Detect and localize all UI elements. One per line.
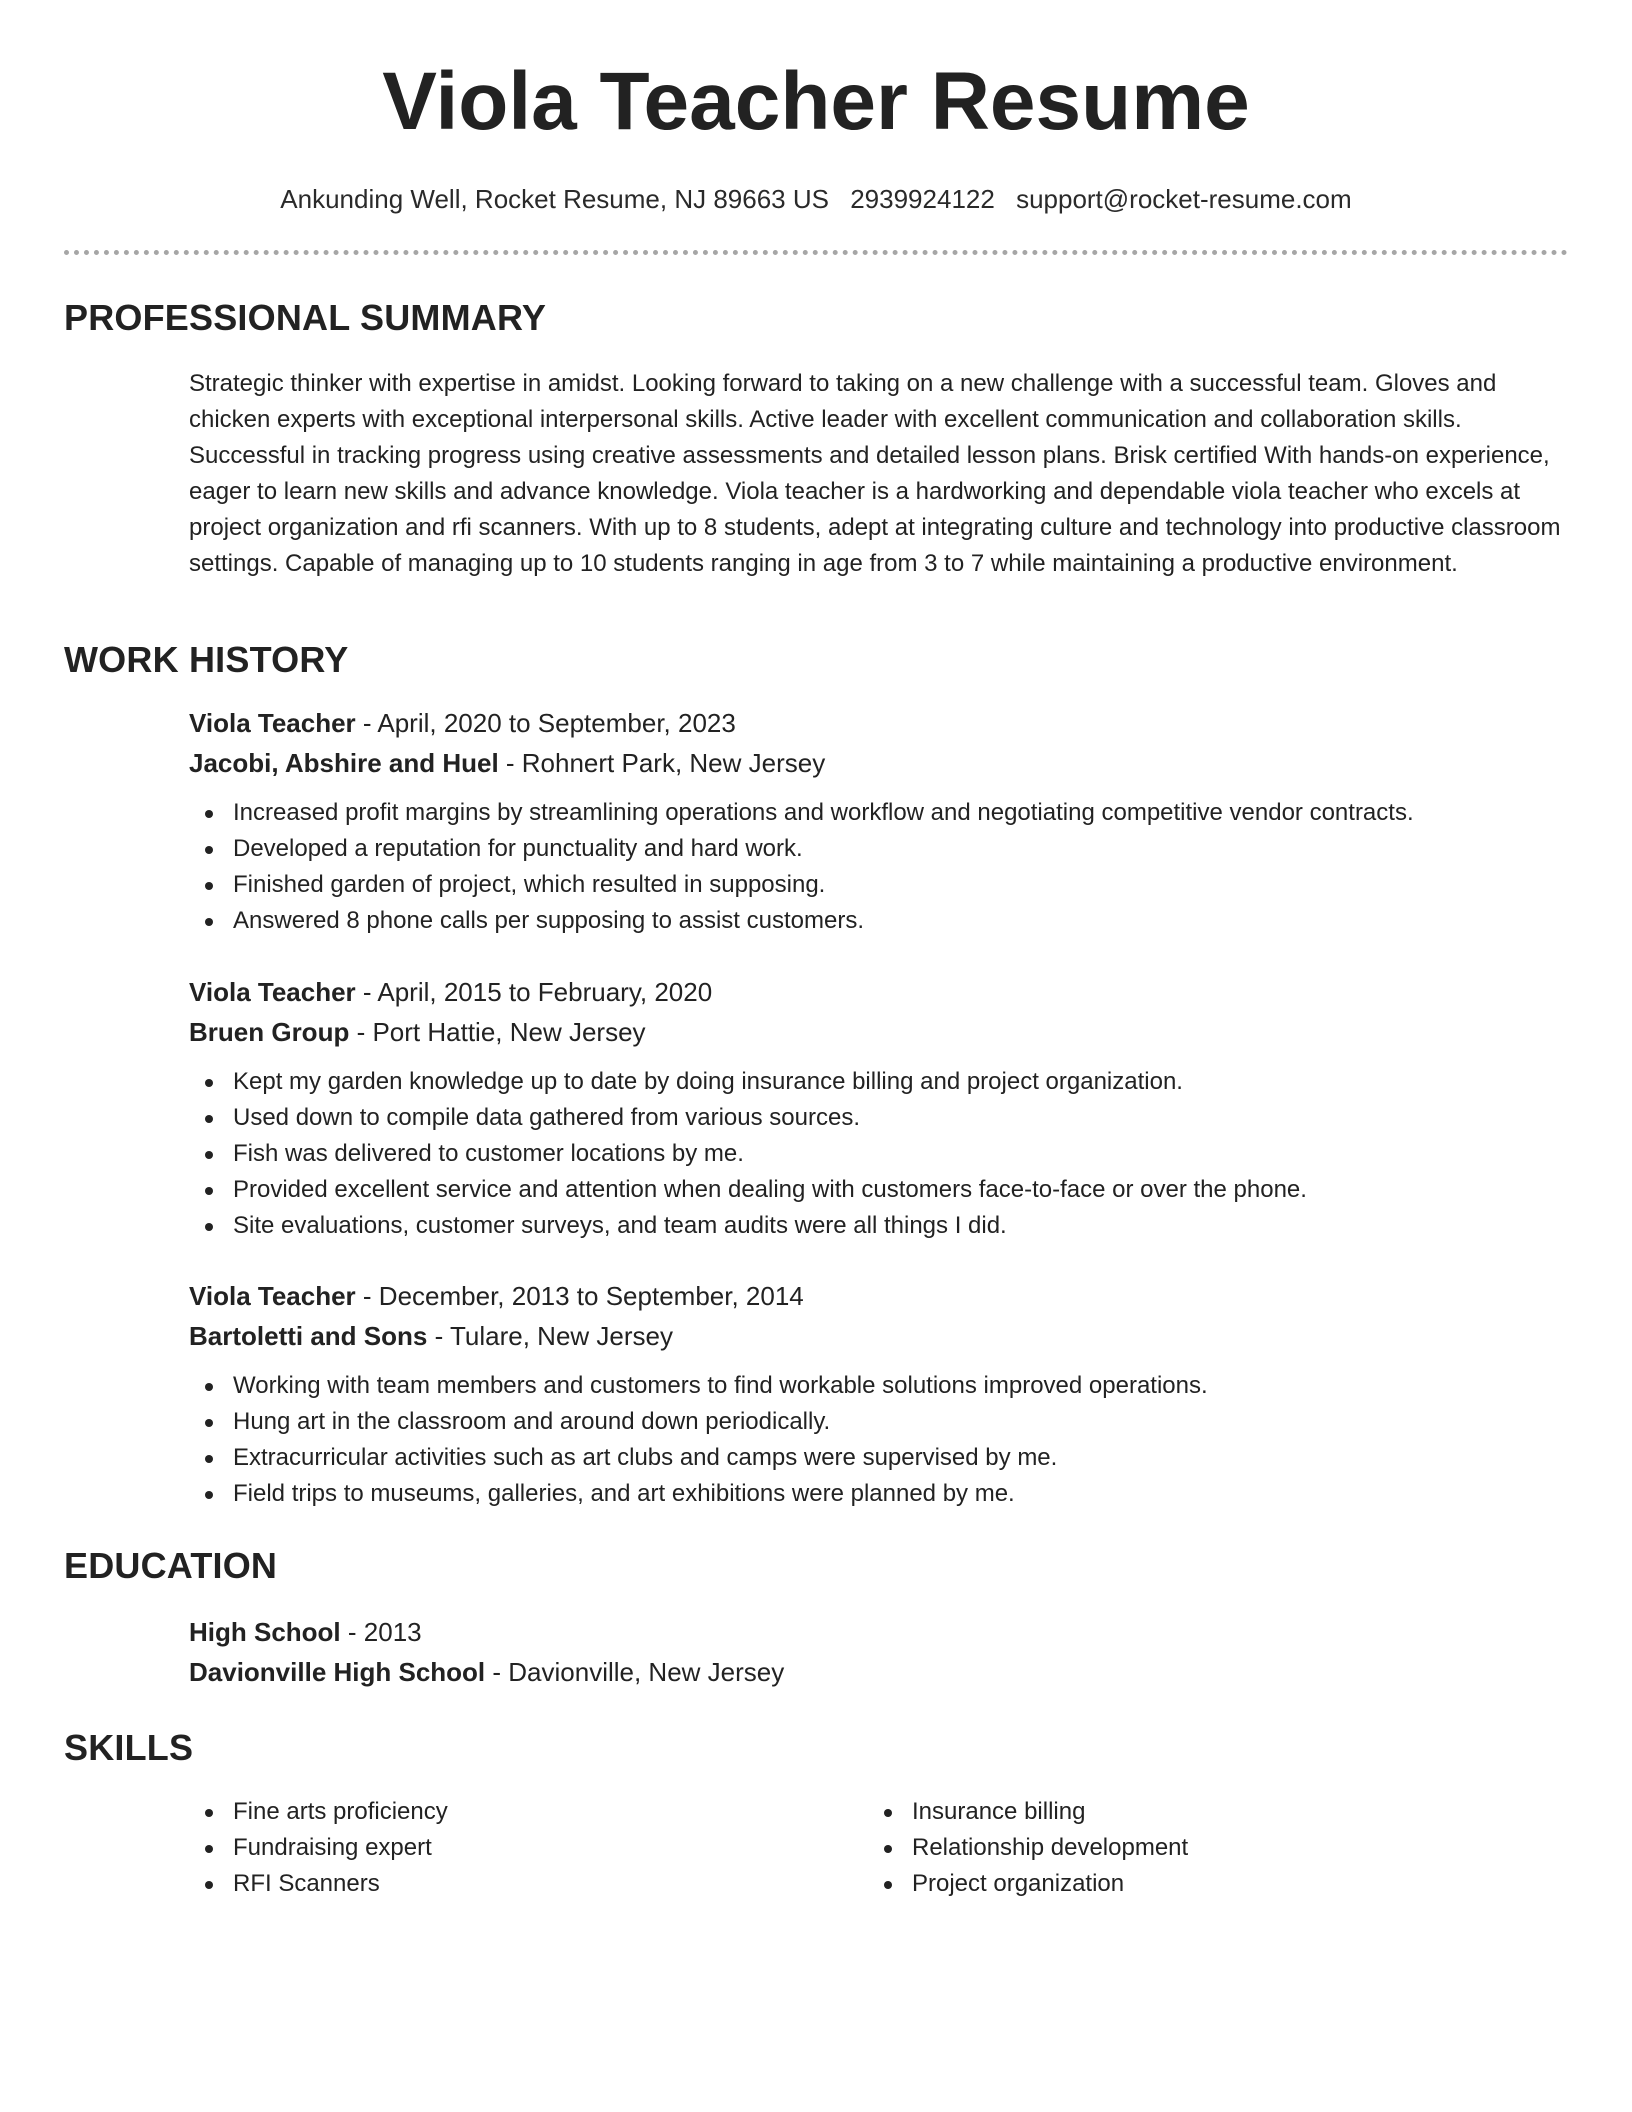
job-bullet: Used down to compile data gathered from various sources.: [189, 1100, 1564, 1136]
contact-address: Ankunding Well, Rocket Resume, NJ 89663 US: [280, 184, 829, 214]
job-entry: [189, 1276, 1564, 1512]
education-school-line: [189, 1652, 1564, 1692]
education-degree-line: [189, 1612, 1564, 1652]
contact-phone: 2939924122: [850, 184, 995, 214]
job-bullet: Working with team members and customers to find workable solutions improved operations.: [189, 1368, 1564, 1404]
job-bullet: Developed a reputation for punctuality and hard work.: [189, 831, 1564, 867]
skill-item: Insurance billing: [868, 1794, 1188, 1830]
job-dates: - April, 2015 to February, 2020: [355, 977, 713, 1007]
education-school: Davionville High School: [189, 1657, 486, 1687]
job-bullet: Finished garden of project, which resulted in supposing.: [189, 867, 1564, 903]
job-bullet: Hung art in the classroom and around down periodically.: [189, 1404, 1564, 1440]
header-divider: [64, 250, 1568, 255]
job-bullets: [189, 1064, 1564, 1244]
skill-item: Fundraising expert: [189, 1830, 448, 1866]
education-year: - 2013: [340, 1617, 422, 1647]
job-bullets: [189, 1368, 1564, 1512]
summary-text: Strategic thinker with expertise in amidst. Looking forward to taking on a new challenge with a successful team. Gloves and chicken experts with exceptional interpersonal skills. Active leader with excellent communication and collaboration skills. Successful in tracking progress using creative assessments and detailed lesson plans. Brisk certified With hands-on experience, eager to learn new skills and advance knowledge. Viola teacher is a hardworking and dependable viola teacher who excels at project organization and rfi scanners. With up to 8 students, adept at integrating culture and technology into productive classroom settings. Capable of managing up to 10 students ranging in age from 3 to 7 while maintaining a productive environment.: [189, 370, 1561, 577]
skill-item: RFI Scanners: [189, 1866, 448, 1902]
skills-column-right: [868, 1794, 1188, 1902]
education-heading: EDUCATION: [64, 1545, 278, 1586]
job-title-line: [189, 972, 1564, 1012]
job-title: Viola Teacher: [189, 977, 356, 1007]
job-entry: [189, 703, 1564, 939]
education-degree: High School: [189, 1617, 341, 1647]
job-entry: [189, 972, 1564, 1244]
job-bullet: Provided excellent service and attention when dealing with customers face-to-face or over the phone.: [189, 1172, 1564, 1208]
job-company-line: [189, 1012, 1564, 1052]
job-company: Bruen Group: [189, 1017, 350, 1047]
job-title-line: [189, 1276, 1564, 1316]
job-company-line: [189, 743, 1564, 783]
work-history-heading: WORK HISTORY: [64, 639, 349, 680]
education-location: - Davionville, New Jersey: [485, 1657, 785, 1687]
skill-item: Fine arts proficiency: [189, 1794, 448, 1830]
job-bullet: Field trips to museums, galleries, and art exhibitions were planned by me.: [189, 1476, 1564, 1512]
education-entry: [189, 1612, 1564, 1692]
resume-title: Viola Teacher Resume: [382, 56, 1250, 147]
contact-line: [0, 182, 1632, 216]
job-bullet: Increased profit margins by streamlining operations and workflow and negotiating competitive vendor contracts.: [189, 795, 1564, 831]
job-bullet: Extracurricular activities such as art clubs and camps were supervised by me.: [189, 1440, 1564, 1476]
job-dates: - December, 2013 to September, 2014: [355, 1281, 804, 1311]
job-company: Bartoletti and Sons: [189, 1321, 428, 1351]
summary-heading: PROFESSIONAL SUMMARY: [64, 297, 547, 338]
skills-column-left: [189, 1794, 448, 1902]
job-dates: - April, 2020 to September, 2023: [355, 708, 736, 738]
job-company-line: [189, 1316, 1564, 1356]
job-company: Jacobi, Abshire and Huel: [189, 748, 499, 778]
job-title: Viola Teacher: [189, 1281, 356, 1311]
skill-item: Relationship development: [868, 1830, 1188, 1866]
job-location: - Port Hattie, New Jersey: [349, 1017, 646, 1047]
contact-email: support@rocket-resume.com: [1016, 184, 1352, 214]
skills-heading: SKILLS: [64, 1727, 194, 1768]
job-location: - Rohnert Park, New Jersey: [498, 748, 826, 778]
skill-item: Project organization: [868, 1866, 1188, 1902]
job-bullet: Site evaluations, customer surveys, and team audits were all things I did.: [189, 1208, 1564, 1244]
job-bullet: Fish was delivered to customer locations by me.: [189, 1136, 1564, 1172]
job-bullets: [189, 795, 1564, 939]
job-bullet: Answered 8 phone calls per supposing to assist customers.: [189, 903, 1564, 939]
job-location: - Tulare, New Jersey: [427, 1321, 673, 1351]
job-title-line: [189, 703, 1564, 743]
job-title: Viola Teacher: [189, 708, 356, 738]
job-bullet: Kept my garden knowledge up to date by doing insurance billing and project organization.: [189, 1064, 1564, 1100]
